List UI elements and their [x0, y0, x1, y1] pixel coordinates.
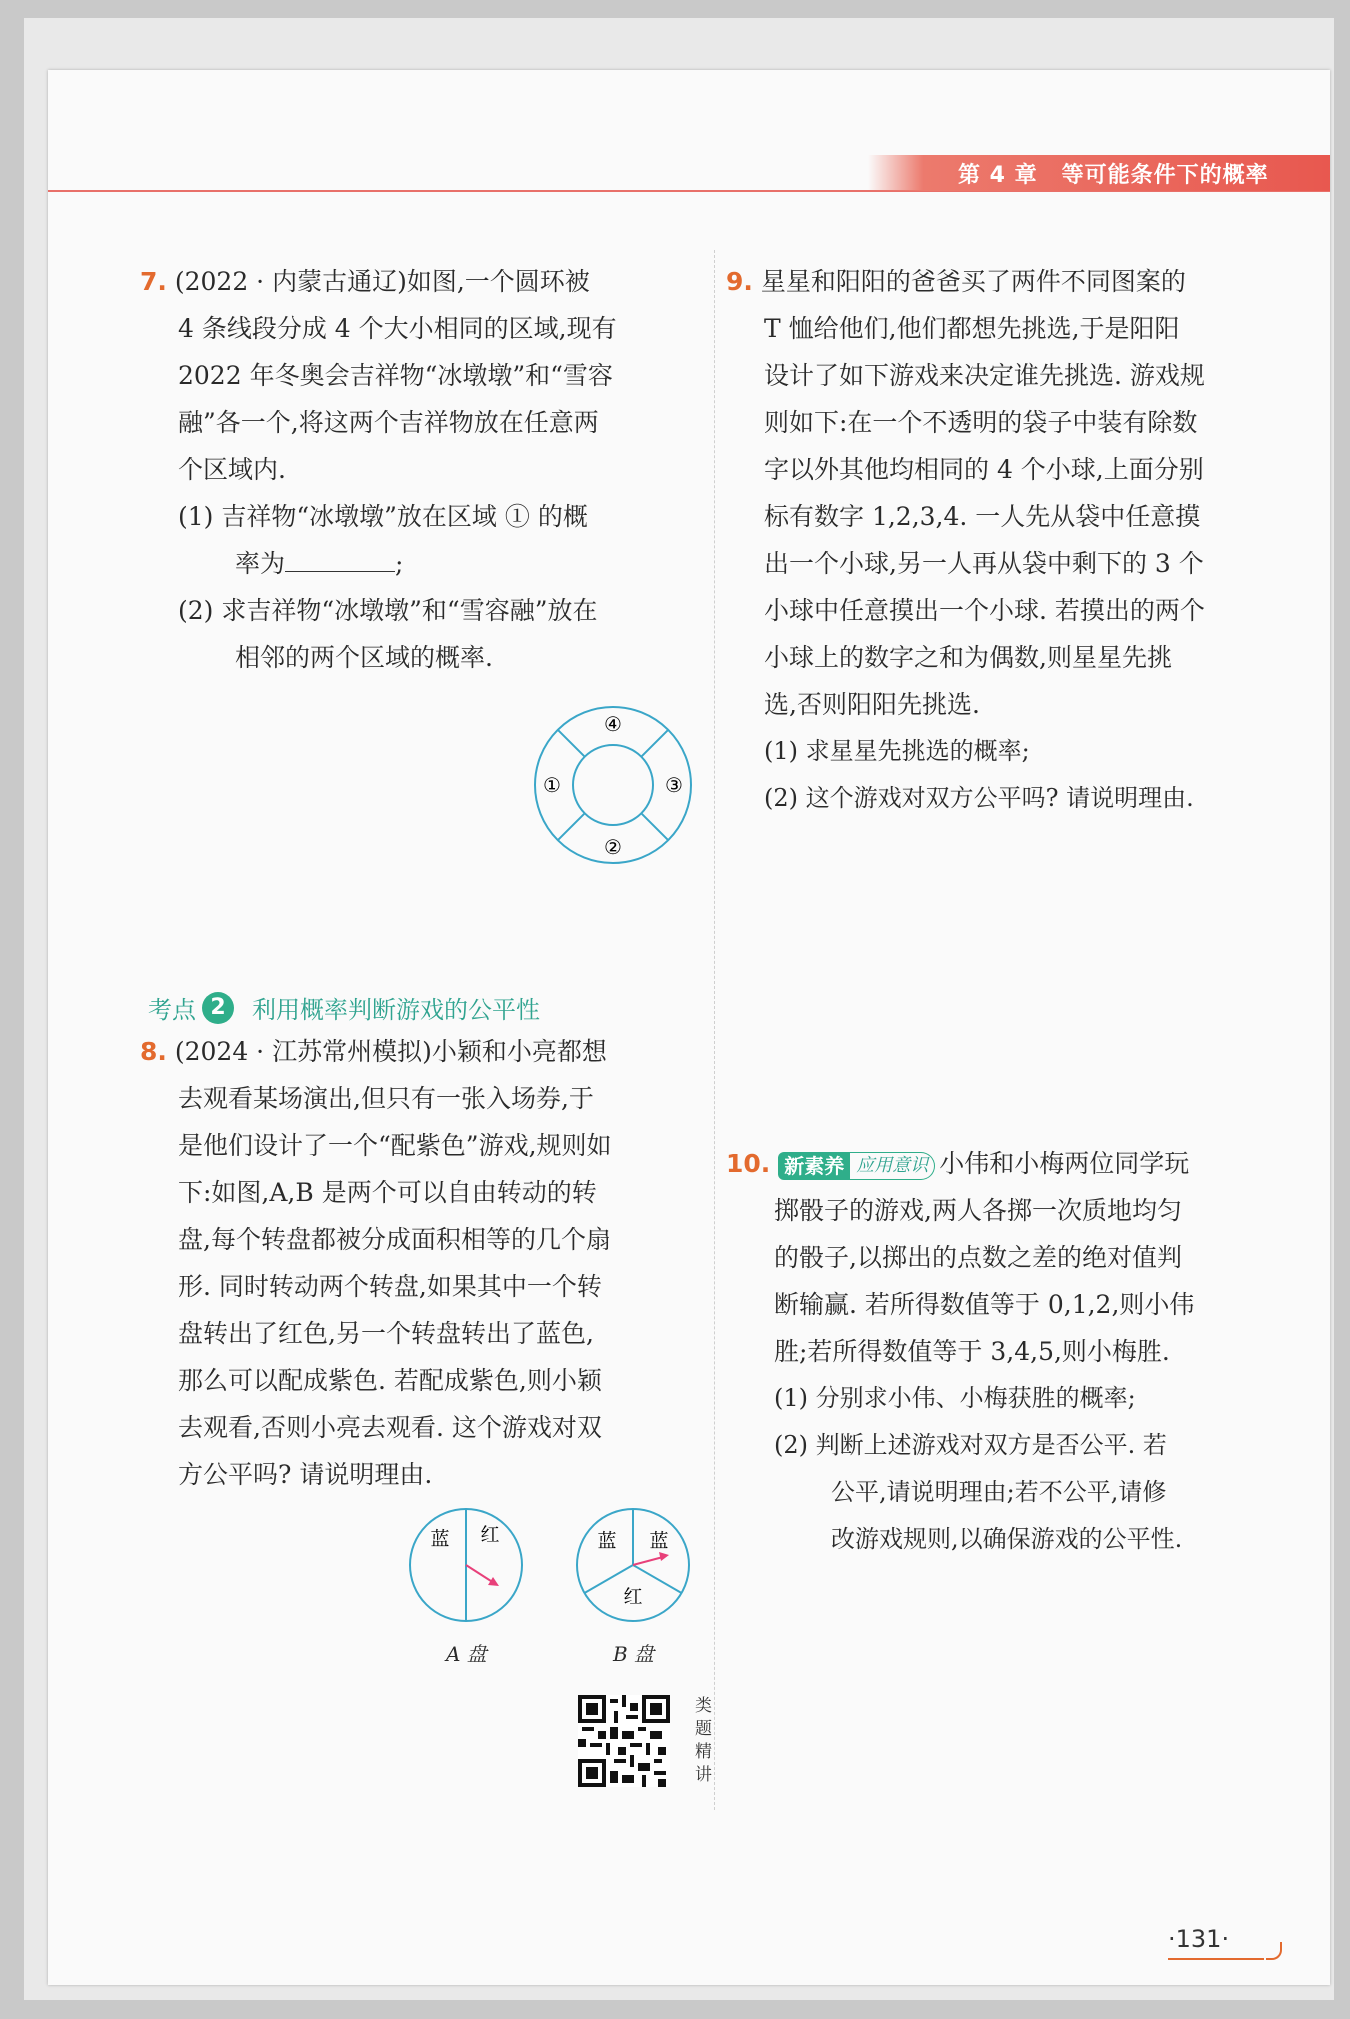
question-text-line: 去观看某场演出,但只有一张入场券,于: [178, 1084, 594, 1113]
page-background: [24, 18, 1334, 2000]
question-text-line: 断输赢. 若所得数值等于 0,1,2,则小伟: [774, 1290, 1195, 1319]
region-label-2: ②: [604, 835, 622, 859]
ring-divider: [558, 730, 585, 757]
subquestion-2-cont: 相邻的两个区域的概率.: [235, 643, 493, 672]
qr-code-label: 类题精讲: [695, 1696, 712, 1785]
spinner-a-arrow: [466, 1565, 494, 1583]
spinner-b-red: 红: [623, 1586, 643, 1608]
answer-blank[interactable]: [285, 541, 395, 572]
question-text-line: 出一个小球,另一人再从袋中剩下的 3 个: [764, 549, 1204, 578]
question-text-line: 盘,每个转盘都被分成面积相等的几个扇: [178, 1225, 611, 1254]
spinner-a-caption: A 盘: [446, 1642, 487, 1666]
question-number: 7.: [140, 267, 167, 296]
question-text-line: 则如下:在一个不透明的袋子中装有除数: [764, 408, 1198, 437]
ring-divider: [641, 813, 668, 840]
page-number-underline: [1168, 1958, 1264, 1960]
question-text-line: 是他们设计了一个“配紫色”游戏,规则如: [178, 1131, 612, 1160]
spinner-a: [406, 1505, 526, 1625]
page-number-hook: [1266, 1942, 1282, 1960]
ring-inner: [573, 745, 653, 825]
question-text-line: 个区域内.: [178, 455, 286, 484]
region-label-3: ③: [665, 773, 683, 797]
subquestion-2: (2) 判断上述游戏对双方是否公平. 若: [774, 1431, 1167, 1459]
question-10: [726, 1140, 1306, 1563]
question-text-line: 小球中任意摸出一个小球. 若摸出的两个: [764, 596, 1205, 625]
subquestion-2-cont: 改游戏规则,以确保游戏的公平性.: [831, 1525, 1183, 1553]
subquestion-2: (2) 求吉祥物“冰墩墩”和“雪容融”放在: [178, 596, 598, 625]
question-text-line: 盘转出了红色,另一个转盘转出了蓝色,: [178, 1319, 594, 1348]
question-number: 9.: [726, 267, 753, 296]
question-number: 8.: [140, 1037, 167, 1066]
section-number-badge: 2: [202, 992, 234, 1024]
spinner-a-red: 红: [480, 1524, 500, 1546]
question-text-line: 下:如图,A,B 是两个可以自由转动的转: [178, 1178, 597, 1207]
question-text-line: 方公平吗? 请说明理由.: [178, 1460, 433, 1489]
ring-figure: [528, 700, 698, 870]
chapter-number: 第 4 章: [958, 162, 1038, 188]
spinner-a-blue: 蓝: [430, 1528, 450, 1550]
qr-code-icon[interactable]: [578, 1695, 670, 1787]
tag-primary: 新素养: [778, 1152, 850, 1180]
textbook-page: [48, 70, 1330, 1985]
question-text-line: (2022 · 内蒙古通辽)如图,一个圆环被: [174, 267, 590, 296]
question-9: [726, 258, 1306, 822]
spinner-b-arrow: [633, 1557, 663, 1565]
chapter-banner: [868, 155, 1330, 191]
question-text-line: 胜;若所得数值等于 3,4,5,则小梅胜.: [774, 1337, 1170, 1366]
question-text-line: 2022 年冬奥会吉祥物“冰墩墩”和“雪容: [178, 361, 613, 390]
question-text-line: 形. 同时转动两个转盘,如果其中一个转: [178, 1272, 602, 1301]
section-heading: [148, 990, 540, 1025]
question-text-line: 星星和阳阳的爸爸买了两件不同图案的: [760, 267, 1186, 296]
question-text-line: 小球上的数字之和为偶数,则星星先挑: [764, 643, 1172, 672]
subquestion-1: (1) 分别求小伟、小梅获胜的概率;: [774, 1384, 1136, 1412]
question-text-line: 选,否则阳阳先挑选.: [764, 690, 980, 719]
region-label-4: ④: [604, 712, 622, 736]
subquestion-2-cont: 公平,请说明理由;若不公平,请修: [831, 1478, 1167, 1506]
spinner-a-arrowhead: [488, 1577, 499, 1586]
question-text-line: 去观看,否则小亮去观看. 这个游戏对双: [178, 1413, 602, 1442]
spinner-b-blue-right: 蓝: [649, 1530, 669, 1552]
chapter-title: 等可能条件下的概率: [1061, 162, 1269, 188]
question-text-line: 标有数字 1,2,3,4. 一人先从袋中任意摸: [764, 502, 1201, 531]
question-text-line: (2024 · 江苏常州模拟)小颖和小亮都想: [174, 1037, 607, 1066]
question-text-line: 那么可以配成紫色. 若配成紫色,则小颖: [178, 1366, 602, 1395]
ring-divider: [558, 813, 585, 840]
page-number: ·131·: [1168, 1925, 1230, 1953]
column-divider: [714, 250, 715, 1810]
question-text-line: 小伟和小梅两位同学玩: [939, 1149, 1190, 1178]
ring-divider: [641, 730, 668, 757]
question-text-line: 的骰子,以掷出的点数之差的绝对值判: [774, 1243, 1182, 1272]
subquestion-1: (1) 吉祥物“冰墩墩”放在区域 ① 的概: [178, 502, 588, 531]
literacy-tag: [778, 1152, 935, 1180]
question-text-line: 融”各一个,将这两个吉祥物放在任意两: [178, 408, 599, 437]
subquestion-text: ;: [395, 549, 404, 578]
question-text-line: 设计了如下游戏来决定谁先挑选. 游戏规: [764, 361, 1205, 390]
subquestion-1: (1) 求星星先挑选的概率;: [764, 737, 1030, 765]
question-7: [140, 258, 700, 681]
spinner-b: [573, 1505, 693, 1625]
question-text-line: 掷骰子的游戏,两人各掷一次质地均匀: [774, 1196, 1182, 1225]
question-text-line: T 恤给他们,他们都想先挑选,于是阳阳: [764, 314, 1180, 343]
spinner-b-blue-left: 蓝: [597, 1530, 617, 1552]
tag-secondary: 应用意识: [850, 1152, 935, 1180]
region-label-1: ①: [543, 773, 561, 797]
question-text-line: 4 条线段分成 4 个大小相同的区域,现有: [178, 314, 617, 343]
question-8: [140, 1028, 700, 1498]
spinner-b-caption: B 盘: [613, 1642, 655, 1666]
section-prefix: 考点: [148, 996, 196, 1024]
question-text-line: 字以外其他均相同的 4 个小球,上面分别: [764, 455, 1204, 484]
question-number: 10.: [726, 1149, 771, 1178]
subquestion-2: (2) 这个游戏对双方公平吗? 请说明理由.: [764, 784, 1194, 812]
spinner-b-arrowhead: [659, 1552, 669, 1561]
section-title: 利用概率判断游戏的公平性: [252, 996, 540, 1024]
subquestion-1-cont: [140, 540, 700, 587]
subquestion-text: 率为: [235, 549, 286, 578]
